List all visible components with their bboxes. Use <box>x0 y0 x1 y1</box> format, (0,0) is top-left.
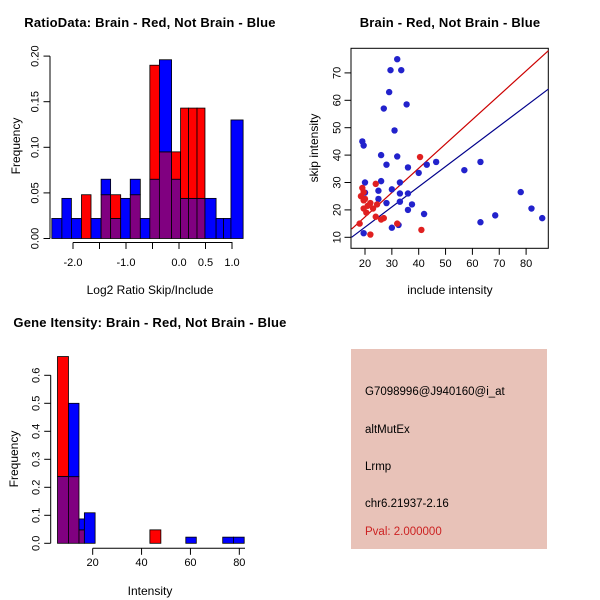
data-point <box>363 209 369 215</box>
data-point <box>397 179 403 185</box>
ratio-histogram-xlabel: Log2 Ratio Skip/Include <box>86 283 214 297</box>
y-tick-label: 60 <box>331 94 344 107</box>
ratio-histogram-title: RatioData: Brain - Red, Not Brain - Blue <box>24 15 276 30</box>
gene-info-card <box>351 349 547 550</box>
data-point <box>539 215 545 221</box>
x-tick-label: 60 <box>184 557 197 569</box>
histogram-bar <box>233 537 244 543</box>
x-tick-label: 40 <box>135 557 148 569</box>
y-tick-label: 0.5 <box>30 395 43 411</box>
data-point <box>405 207 411 213</box>
y-tick-label: 70 <box>331 66 344 80</box>
histogram-bar <box>159 60 171 152</box>
histogram-bar <box>62 198 72 238</box>
x-tick-label: 60 <box>466 258 479 270</box>
histogram-bar <box>205 198 216 238</box>
data-point <box>405 164 411 170</box>
histogram-bar-overlap <box>189 198 197 238</box>
y-tick-label: 0.2 <box>30 479 43 495</box>
data-point <box>409 201 415 207</box>
data-point <box>383 161 389 167</box>
x-tick-label: 1.0 <box>224 257 240 269</box>
histogram-bar <box>197 108 205 198</box>
histogram-bar <box>186 537 197 543</box>
gene-intensity-xlabel: Intensity <box>127 584 173 598</box>
histogram-bar <box>111 195 121 219</box>
pval-text: Pval: 2.000000 <box>365 525 442 538</box>
data-point <box>394 220 400 226</box>
histogram-bar <box>121 198 131 238</box>
data-point <box>360 197 366 203</box>
histogram-bar-overlap <box>172 179 181 238</box>
histogram-bar <box>140 218 150 238</box>
histogram-bar <box>150 65 160 179</box>
intensity-scatter-plot <box>300 0 600 300</box>
x-tick-label: 40 <box>412 258 425 270</box>
x-tick-label: 20 <box>86 557 99 569</box>
data-point <box>375 188 381 194</box>
histogram-bar <box>57 357 68 477</box>
analysis-type-text: altMutEx <box>365 423 410 436</box>
x-tick-label: 80 <box>519 258 533 270</box>
data-point <box>405 190 411 196</box>
data-point <box>375 196 381 202</box>
data-point <box>416 170 422 176</box>
histogram-bar-overlap <box>181 198 189 238</box>
histogram-bar <box>84 513 95 544</box>
histogram-bar <box>71 218 81 238</box>
data-point <box>360 142 366 148</box>
data-point <box>461 167 467 173</box>
data-point <box>403 101 409 107</box>
histogram-bar <box>81 195 91 239</box>
gene-intensity-title: Gene Itensity: Brain - Red, Not Brain - Blue <box>13 315 287 330</box>
probe-id-text: G7098996@J940160@i_at <box>365 385 505 398</box>
histogram-bar <box>101 179 111 195</box>
y-tick-label: 0.1 <box>30 507 43 523</box>
data-point <box>397 190 403 196</box>
y-tick-label: 0.0 <box>30 535 43 551</box>
data-point <box>389 186 395 192</box>
gene-intensity-plot <box>0 300 300 600</box>
y-tick-label: 0.3 <box>30 451 43 467</box>
data-point <box>528 205 534 211</box>
histogram-bar <box>181 108 189 198</box>
data-point <box>394 153 400 159</box>
histogram-bar <box>216 218 223 238</box>
data-point <box>378 152 384 158</box>
data-point <box>394 56 400 62</box>
data-point <box>398 67 404 73</box>
x-tick-label: -2.0 <box>63 257 83 269</box>
histogram-bar-overlap <box>101 195 111 239</box>
ratio-histogram-ylabel: Frequency <box>9 117 23 175</box>
intensity-scatter-xlabel: include intensity <box>407 283 493 297</box>
data-point <box>417 154 423 160</box>
x-tick-label: 30 <box>385 258 398 270</box>
data-point <box>424 161 430 167</box>
histogram-bar-overlap <box>68 477 79 544</box>
y-tick-label: 0.00 <box>29 227 42 250</box>
histogram-bar <box>189 108 197 198</box>
data-point <box>373 181 379 187</box>
x-tick-label: 50 <box>439 258 452 270</box>
data-point <box>360 230 366 236</box>
data-point <box>370 205 376 211</box>
histogram-bar-overlap <box>150 179 160 238</box>
histogram-bar <box>52 218 62 238</box>
histogram-bar-overlap <box>159 152 171 239</box>
y-tick-label: 0.4 <box>30 423 43 439</box>
gene-info-panel <box>300 300 600 600</box>
y-tick-label: 40 <box>331 148 344 162</box>
data-point <box>381 215 387 221</box>
ratio-histogram-plot <box>0 0 300 300</box>
data-point <box>356 220 362 226</box>
data-point <box>383 200 389 206</box>
histogram-bar-overlap <box>111 218 121 238</box>
histogram-bar-overlap <box>197 198 205 238</box>
x-tick-label: 70 <box>493 258 506 270</box>
data-point <box>433 159 439 165</box>
histogram-bar <box>223 537 234 543</box>
data-point <box>477 159 483 165</box>
histogram-bar-overlap <box>79 530 84 543</box>
y-tick-label: 0.10 <box>29 136 42 159</box>
histogram-bar <box>91 218 101 238</box>
gene-intensity-histogram-panel <box>0 300 300 600</box>
y-tick-label: 0.6 <box>30 367 43 383</box>
y-tick-label: 0.05 <box>29 182 42 204</box>
data-point <box>387 67 393 73</box>
histogram-bar-overlap <box>57 476 68 543</box>
y-tick-label: 50 <box>331 121 344 134</box>
locus-text: chr6.21937-2.16 <box>365 497 449 510</box>
y-tick-label: 20 <box>331 203 344 217</box>
histogram-bar <box>79 519 84 530</box>
data-point <box>362 179 368 185</box>
ratio-histogram-panel <box>0 0 300 300</box>
data-point <box>477 219 483 225</box>
y-tick-label: 30 <box>331 176 344 189</box>
data-point <box>386 89 392 95</box>
x-tick-label: 80 <box>233 557 246 569</box>
brain-fit-line <box>352 51 549 229</box>
data-point <box>389 225 395 231</box>
intensity-scatter-ylabel: skip intensity <box>307 113 321 183</box>
data-point <box>397 198 403 204</box>
intensity-scatter-title: Brain - Red, Not Brain - Blue <box>359 15 541 30</box>
histogram-bar <box>224 218 231 238</box>
y-tick-label: 0.15 <box>29 90 42 113</box>
histogram-bar-overlap <box>130 195 140 239</box>
histogram-bar <box>172 152 181 179</box>
data-point <box>381 105 387 111</box>
x-tick-label: 0.5 <box>197 257 214 269</box>
y-tick-label: 10 <box>331 231 344 244</box>
not-brain-fit-line <box>352 89 549 237</box>
histogram-bar <box>130 179 140 195</box>
histogram-bar <box>68 403 79 476</box>
data-point <box>492 212 498 218</box>
intensity-scatter-panel <box>300 0 600 300</box>
data-point <box>367 231 373 237</box>
x-tick-label: 20 <box>358 258 372 270</box>
data-point <box>418 227 424 233</box>
histogram-bar <box>150 530 161 543</box>
data-point <box>391 127 397 133</box>
data-point <box>421 211 427 217</box>
histogram-bar <box>231 120 243 239</box>
data-point <box>518 189 524 195</box>
x-tick-label: 0.0 <box>171 257 187 269</box>
y-tick-label: 0.20 <box>29 45 42 67</box>
gene-intensity-ylabel: Frequency <box>7 430 21 488</box>
x-tick-label: -1.0 <box>116 257 136 269</box>
gene-name-text: Lrmp <box>365 460 392 473</box>
